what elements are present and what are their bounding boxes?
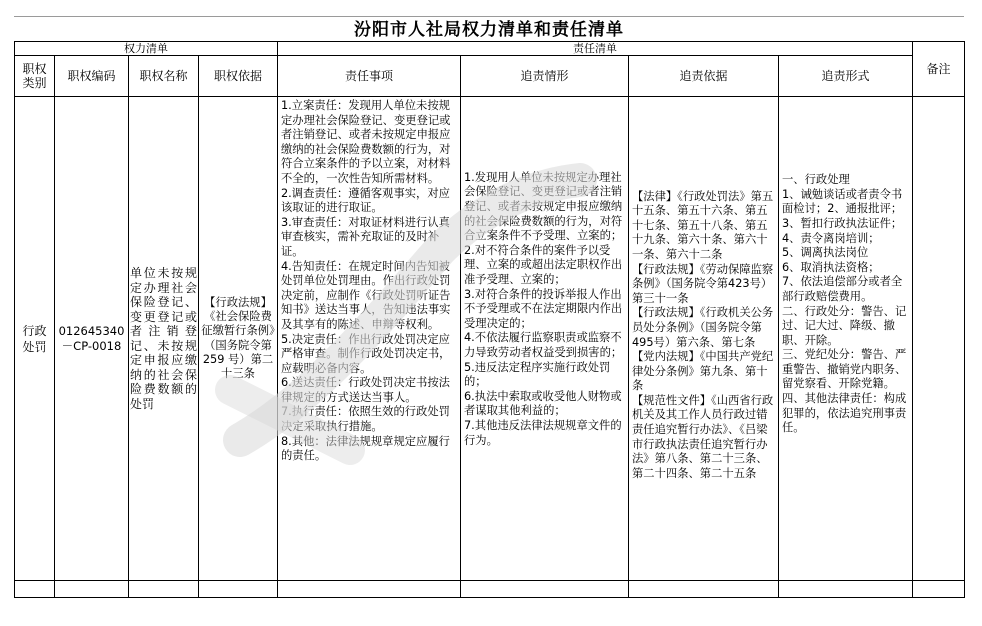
category-header: 职权 类别 bbox=[15, 56, 55, 97]
code-cell: 012645340 －CP-0018 bbox=[55, 97, 129, 581]
remarks-header: 备注 bbox=[913, 42, 965, 97]
situation-cell-wrap bbox=[461, 97, 629, 581]
responsibility-table bbox=[14, 41, 965, 598]
duty-cell-wrap bbox=[278, 97, 461, 581]
empty-cell bbox=[779, 581, 913, 598]
form-header: 追责形式 bbox=[779, 56, 913, 97]
name-cell: 单位未按规定办理社会保险登记、变更登记或者注销登记、未按规定申报应缴纳的社会保险费数额的处罚 bbox=[130, 266, 197, 411]
duty-cell: 1.立案责任：发现用人单位未按规定办理社会保险登记、变更登记或者注销登记、或者未按规定申报应缴纳的社会保险费数额的行为，对符合立案条件的予以立案，对材料不全的，一次性告知所需材料。 2.调查责任：遵循客观事实，对应该取证的进行取证。 3.审查责任：对取证材料进行认真审查核实，需补充取证的及时补证。 4.告知责任：在规定时间内告知被处罚单位处罚理由。作出行政处罚决定前，应制作《行政处罚听证告知书》送达当事人，告知违法事实及其享有的陈述、申辩等权利。 5.决定责任：作出行政处罚决定应严格审查。制作行政处罚决定书，应载明必备内容。 6.送达责任：行政处罚决定书按法律规定的方式送达当事人。 7.执行责任：依照生效的行政处罚决定采取执行措施。 8.其他：法律法规规章规定应履行的责任。 bbox=[281, 99, 451, 463]
empty-cell bbox=[629, 581, 779, 598]
situation-cell: 1.发现用人单位未按规定办理社会保险登记、变更登记或者注销登记、或者未按规定申报应缴纳的社会保险费数额的行为，对符合立案条件不予受理、立案的； 2.对不符合条件的案件予以受理、立案的或超出法定职权作出准予受理、立案的； 3.对符合条件的投诉举报人作出不予受理或不在法定期限内作出受理决定的； 4.不依法履行监察职责或监察不力导致劳动者权益受到损害的； 5.违反法定程序实施行政处罚的； 6.执法中索取或收受他人财物或者谋取其他利益的； 7.其他违反法律法规规章文件的行为。 bbox=[464, 170, 623, 447]
empty-cell bbox=[55, 581, 129, 598]
empty-cell bbox=[913, 581, 965, 598]
responsibility-list-group: 责任清单 bbox=[278, 42, 913, 56]
name-header: 职权名称 bbox=[129, 56, 199, 97]
name-cell-wrap bbox=[129, 97, 199, 581]
page-title: 汾阳市人社局权力清单和责任清单 bbox=[14, 16, 964, 41]
table-row bbox=[15, 97, 965, 581]
form-cell-wrap bbox=[779, 97, 913, 581]
empty-row bbox=[15, 581, 965, 598]
empty-cell bbox=[461, 581, 629, 598]
empty-cell bbox=[15, 581, 55, 598]
document-sheet bbox=[14, 16, 964, 598]
basis-cell: 【行政法规】《社会保险费征缴暂行条例》（国务院令第 259 号）第二十三条 bbox=[201, 295, 276, 380]
column-header-row bbox=[15, 56, 965, 97]
group-header-row bbox=[15, 42, 965, 56]
power-list-group: 权力清单 bbox=[15, 42, 278, 56]
form-cell: 一、行政处理 1、诫勉谈话或者责令书面检讨；2、通报批评； 3、暂扣行政执法证件； 4、责令离岗培训； 5、调离执法岗位 6、取消执法资格； 7、依法追偿部分或者全部行政赔偿费用。 二、行政处分：警告、记过、记大过、降级、撤职、开除。 三、党纪处分：警告、严重警告、撤销党内职务、留党察看、开除党籍。 四、其他法律责任：构成犯罪的，依法追究刑事责任。 bbox=[782, 173, 907, 435]
empty-cell bbox=[278, 581, 461, 598]
category-cell: 行政 处罚 bbox=[15, 97, 55, 581]
accountability-basis-cell-wrap bbox=[629, 97, 779, 581]
remarks-cell bbox=[913, 97, 965, 581]
empty-cell bbox=[129, 581, 199, 598]
accountability-basis-header: 追责依据 bbox=[629, 56, 779, 97]
accountability-basis-cell: 【法律】《行政处罚法》第五十五条、第五十六条、第五十七条、第五十八条、第五十九条、第六十条、第六十一条、第六十二条 【行政法规】《劳动保障监察条例》（国务院令第423号） 第三十一条 【行政法规】《行政机关公务员处分条例》（国务院令第495号）第六条、第七条 【党内法规】《中国共产党纪律处分条例》第九条、第十条 【规范性文件】《山西省行政机关及其工作人员行政过错责任追究暂行办法》、《吕梁市行政执法责任追究暂行办法》第八条、第二十三条、第二十四条、第二十五条 bbox=[632, 189, 774, 480]
empty-cell bbox=[199, 581, 278, 598]
code-header: 职权编码 bbox=[55, 56, 129, 97]
situation-header: 追责情形 bbox=[461, 56, 629, 97]
basis-cell-wrap bbox=[199, 97, 278, 581]
duty-header: 责任事项 bbox=[278, 56, 461, 97]
basis-header: 职权依据 bbox=[199, 56, 278, 97]
